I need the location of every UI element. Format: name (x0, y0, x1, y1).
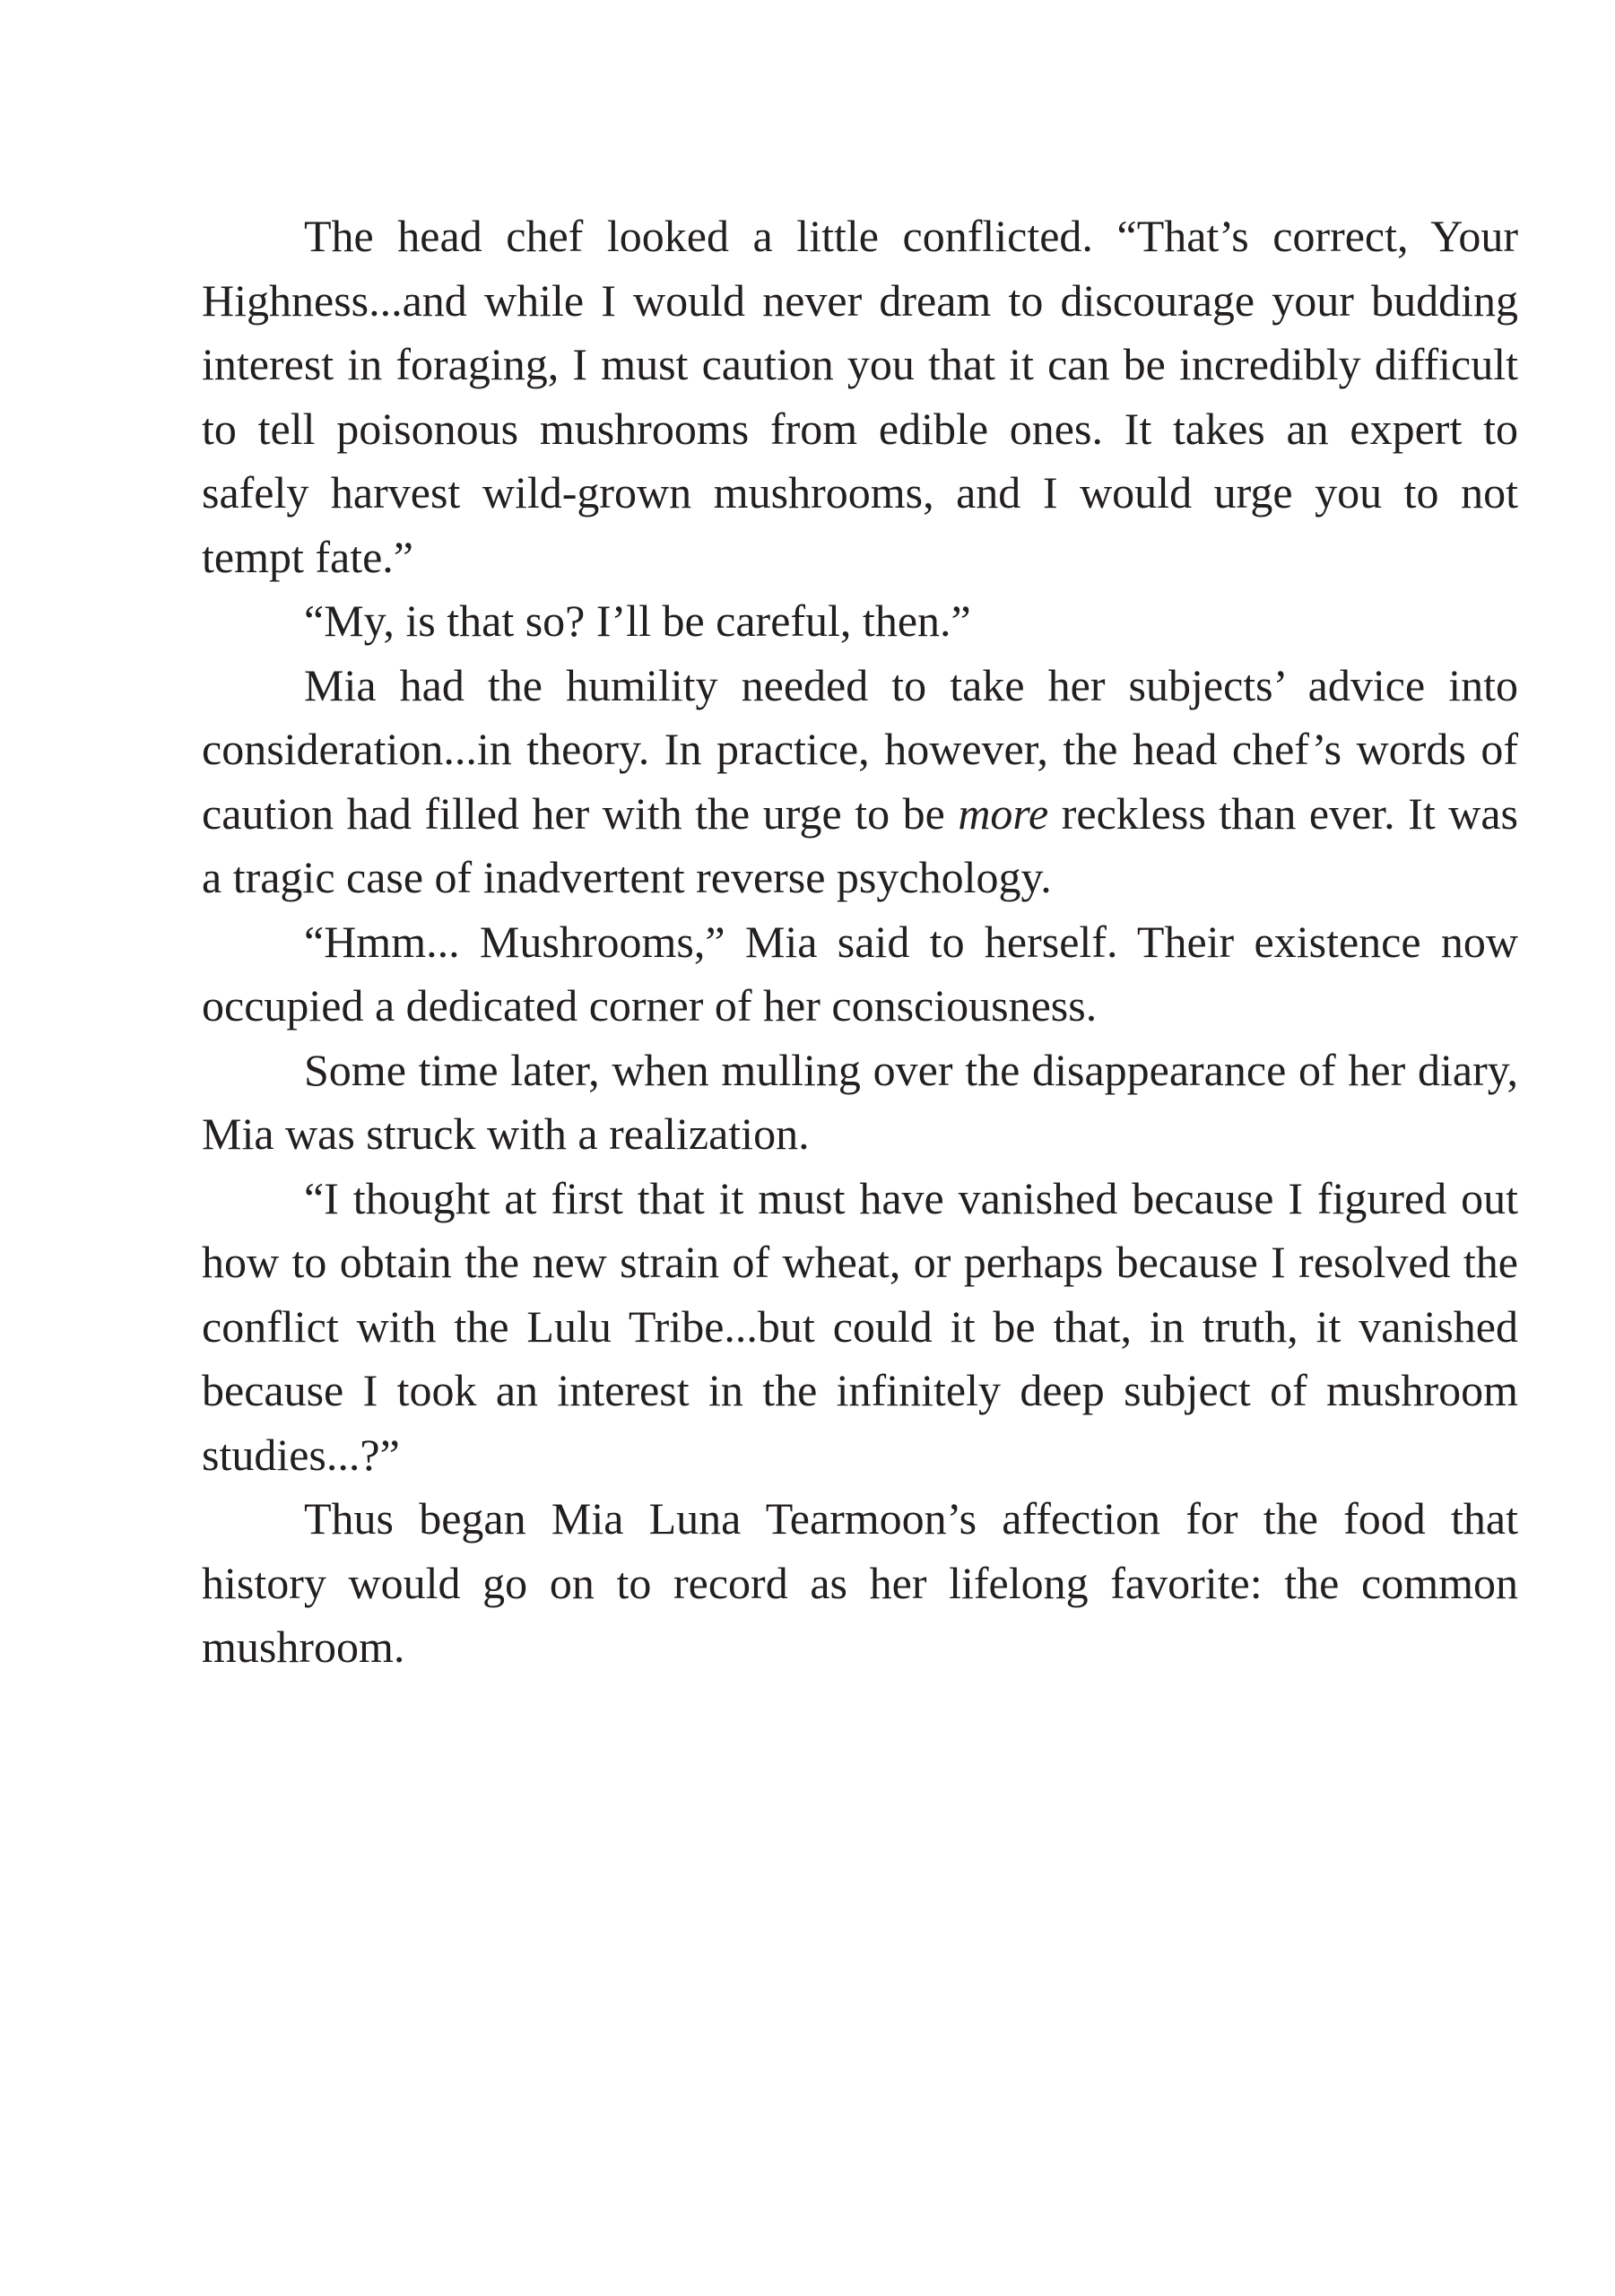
paragraph-mia-reply: “My, is that so? I’ll be careful, then.” (304, 596, 971, 646)
paragraph-vanished-diary: “I thought at first that it must have vanished because I figured out how to obtain the new strain of wheat, or perhaps because I resolved the conflict with the Lulu Tribe...but could it be that, in truth, it vanished because I took an interest in the infinitely deep subject of mushroom studies...?” (202, 1172, 1518, 1480)
paragraph-hmm-mushrooms: “Hmm... Mushrooms,” Mia said to herself. Their existence now occupied a dedicated corner of her consciousness. (202, 916, 1518, 1031)
page-body (202, 204, 1518, 1680)
paragraph-text-before-emphasis: Mia had the humility needed to take her subjects’ advice into consideration...in theory. In practice, however, the head chef’s words of caution had filled her with the urge to be (202, 659, 1518, 839)
paragraph-head-chef-warning: The head chef looked a little conflicted. “That’s correct, Your Highness...and while I would never dream to discourage your budding interest in foraging, I must caution you that it can be incredibly difficult to tell poisonous mushrooms from edible ones. It takes an expert to safely harvest wild-grown mushrooms, and I would urge you to not tempt fate.” (202, 211, 1518, 582)
paragraph-diary-realization: Some time later, when mulling over the disappearance of her diary, Mia was struck with a realization. (202, 1044, 1518, 1159)
emphasis-word: more (958, 787, 1049, 839)
paragraph-text-after-emphasis: reckless than ever. It was a tragic case of inadvertent reverse psychology. (202, 787, 1518, 902)
paragraph-reverse-psychology (202, 654, 1518, 910)
paragraph-lifelong-favorite: Thus began Mia Luna Tearmoon’s affection for the food that history would go on to record as her lifelong favorite: the common mushroom. (202, 1493, 1518, 1672)
